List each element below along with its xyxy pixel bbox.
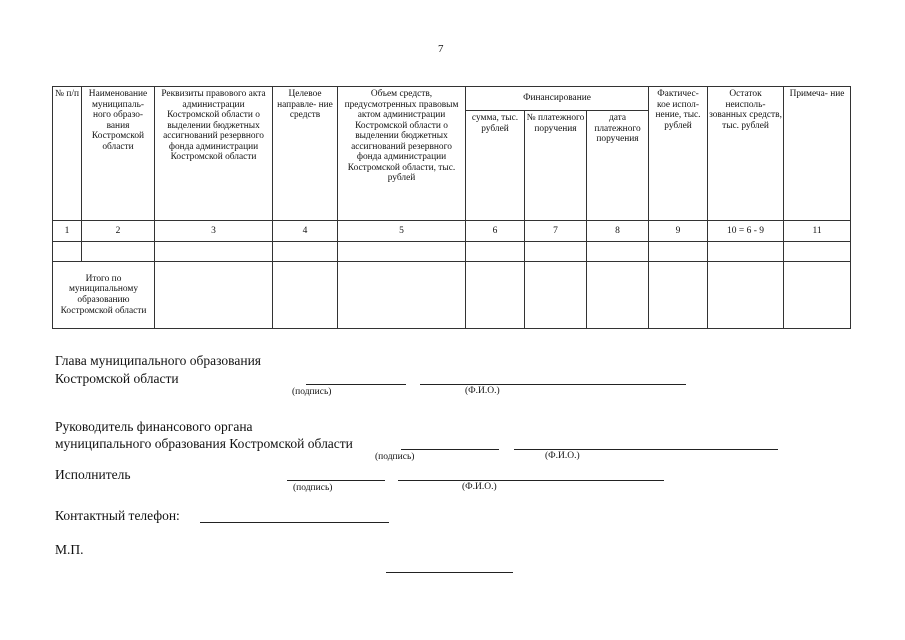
column-number-cell: 1 <box>53 221 82 242</box>
empty-cell <box>708 242 784 262</box>
head-signature-line <box>306 384 406 385</box>
financing-report-table <box>52 86 851 329</box>
empty-cell <box>466 262 525 329</box>
column-number-cell: 11 <box>784 221 851 242</box>
head-title-line2: Костромской области <box>55 371 179 386</box>
head-name-line <box>420 384 686 385</box>
header-cell-municipality: Наименование муниципаль- ного образо- вания Костромской области <box>82 87 155 221</box>
column-number-cell: 4 <box>273 221 338 242</box>
empty-cell <box>273 262 338 329</box>
head-title-line1: Глава муниципального образования <box>55 353 262 368</box>
total-row <box>53 262 851 329</box>
header-cell-order-number: № платежного поручения <box>525 111 587 221</box>
table-header-row <box>53 87 851 111</box>
column-number-cell: 9 <box>649 221 708 242</box>
total-label-cell: Итого по муниципальному образованию Костромской области <box>53 262 155 329</box>
executor-label: Исполнитель <box>55 467 131 482</box>
header-cell-volume: Объем средств, предусмотренных правовым актом администрации Костромской области о выделении бюджетных ассигнований резервного фонда администрации Костромской области, тыс. рублей <box>338 87 466 221</box>
executor-name-caption: (Ф.И.О.) <box>462 482 497 492</box>
contact-phone-label: Контактный телефон: <box>55 508 180 523</box>
finance-title-line2: муниципального образования Костромской области <box>55 436 353 451</box>
empty-cell <box>53 242 82 262</box>
stamp-line <box>386 572 513 573</box>
empty-cell <box>273 242 338 262</box>
page-number: 7 <box>438 43 444 55</box>
executor-signature-caption: (подпись) <box>293 483 333 493</box>
column-number-cell: 8 <box>587 221 649 242</box>
column-number-cell: 3 <box>155 221 273 242</box>
column-number-cell: 2 <box>82 221 155 242</box>
header-cell-purpose: Целевое направле- ние средств <box>273 87 338 221</box>
empty-cell <box>155 262 273 329</box>
table-row <box>53 242 851 262</box>
header-cell-order-date: дата платежного поручения <box>587 111 649 221</box>
header-cell-actual: Фактичес- кое испол- нение, тыс. рублей <box>649 87 708 221</box>
empty-cell <box>784 262 851 329</box>
empty-cell <box>525 242 587 262</box>
finance-title-line1: Руководитель финансового органа <box>55 419 253 434</box>
empty-cell <box>155 242 273 262</box>
empty-cell <box>587 262 649 329</box>
header-cell-sum: сумма, тыс. рублей <box>466 111 525 221</box>
empty-cell <box>649 262 708 329</box>
header-cell-financing: Финансирование <box>466 87 649 111</box>
header-cell-number: № п/п <box>53 87 82 221</box>
header-cell-remainder: Остаток неисполь- зованных средств, тыс. рублей <box>708 87 784 221</box>
empty-cell <box>525 262 587 329</box>
column-number-row <box>53 221 851 242</box>
finance-name-caption: (Ф.И.О.) <box>545 451 580 461</box>
empty-cell <box>338 242 466 262</box>
header-cell-note: Примеча- ние <box>784 87 851 221</box>
empty-cell <box>587 242 649 262</box>
empty-cell <box>649 242 708 262</box>
empty-cell <box>82 242 155 262</box>
column-number-cell: 10 = 6 - 9 <box>708 221 784 242</box>
finance-signature-caption: (подпись) <box>375 452 415 462</box>
empty-cell <box>708 262 784 329</box>
column-number-cell: 6 <box>466 221 525 242</box>
finance-name-line <box>514 449 778 450</box>
empty-cell <box>338 262 466 329</box>
stamp-label: М.П. <box>55 542 84 557</box>
head-name-caption: (Ф.И.О.) <box>465 386 500 396</box>
finance-signature-line <box>401 449 499 450</box>
header-cell-legal-act: Реквизиты правового акта администрации Костромской области о выделении бюджетных ассигнований резервного фонда администрации Костромской области <box>155 87 273 221</box>
head-signature-caption: (подпись) <box>292 387 332 397</box>
contact-phone-line <box>200 522 389 523</box>
empty-cell <box>466 242 525 262</box>
column-number-cell: 5 <box>338 221 466 242</box>
executor-signature-line <box>287 480 385 481</box>
empty-cell <box>784 242 851 262</box>
executor-name-line <box>398 480 664 481</box>
column-number-cell: 7 <box>525 221 587 242</box>
